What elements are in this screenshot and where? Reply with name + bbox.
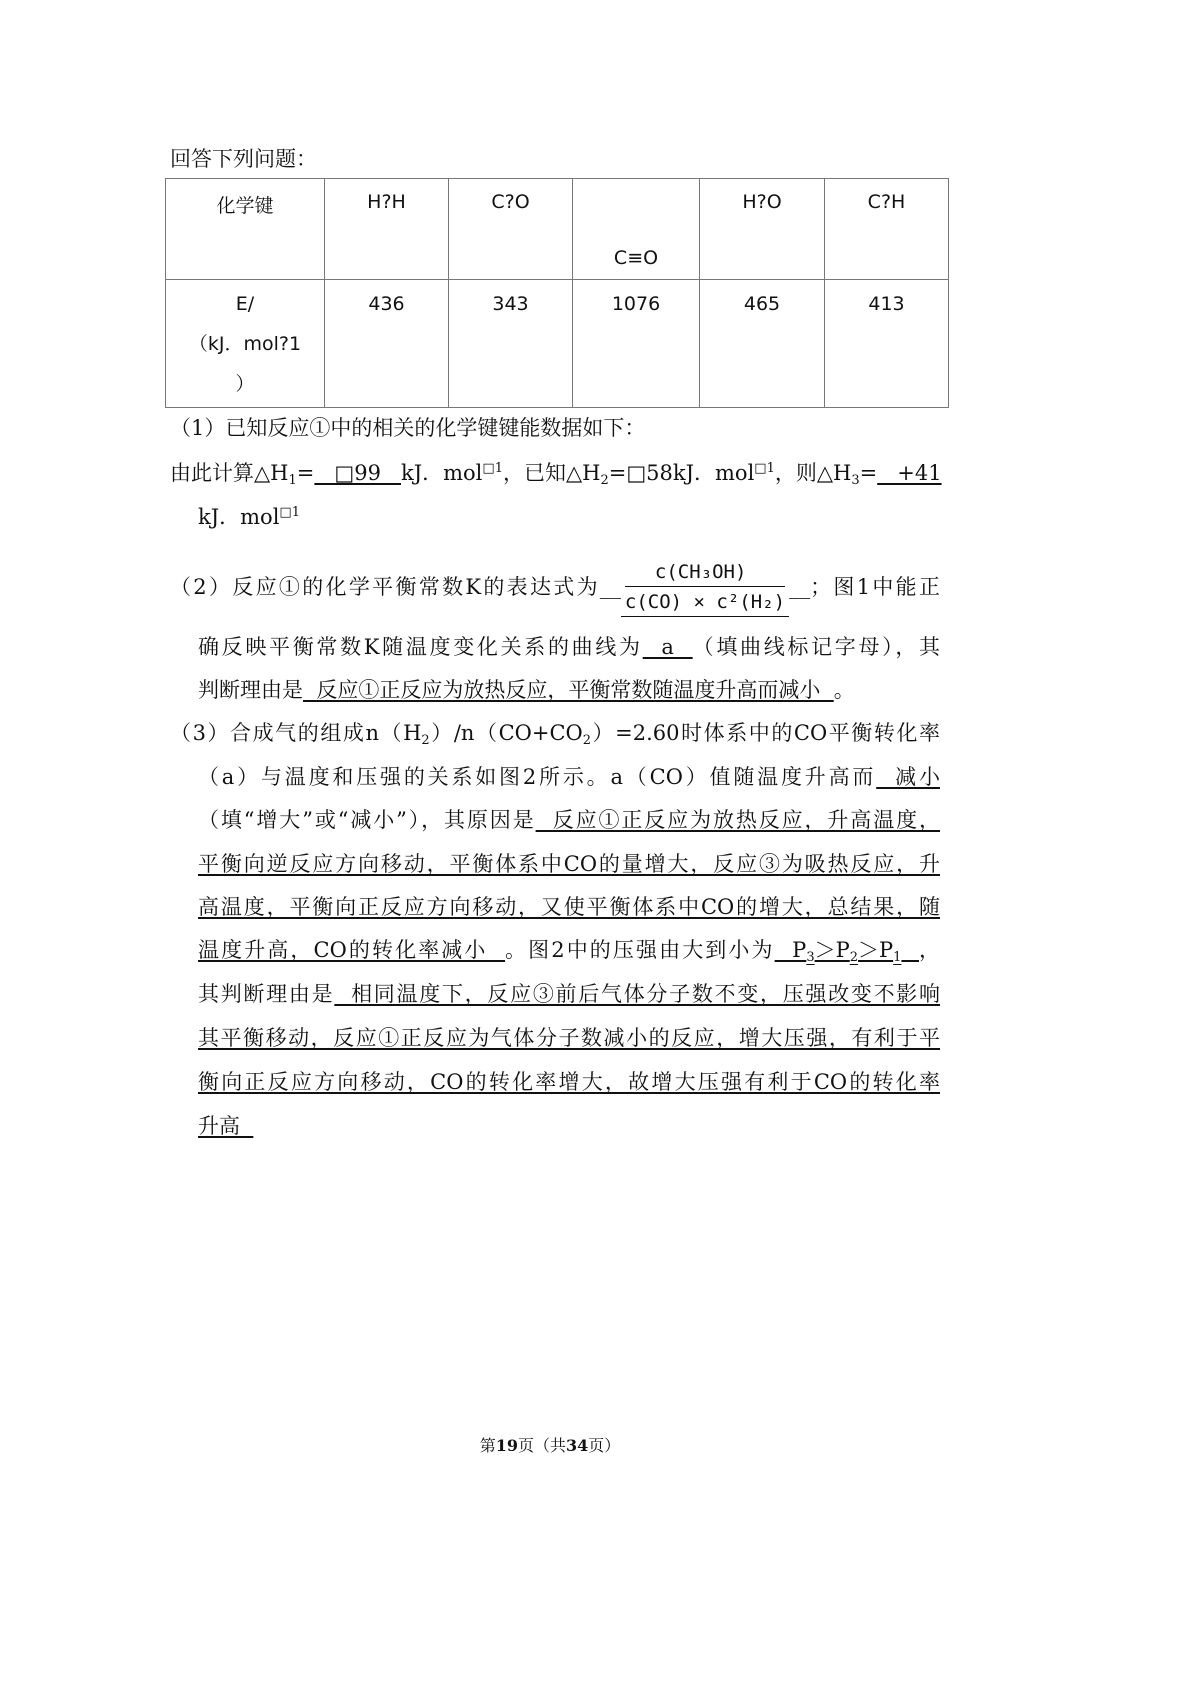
answer-blank: 反应①正反应为放热反应，平衡常数随温度升高而减小: [303, 678, 834, 702]
answer-blank: 1: [893, 950, 902, 965]
answer-blank: a: [642, 635, 693, 659]
text-segment: ；图1中能正: [810, 575, 940, 599]
header-cell: H?O: [700, 179, 825, 280]
text-line: [198, 762, 940, 792]
text-segment: □1: [279, 505, 300, 520]
answer-blank: 相同温度下，反应③前后气体分子数不变，压强改变不影响: [334, 982, 941, 1006]
answer-blank: 衡向正反应方向移动，CO的转化率增大，故增大压强有利于CO的转化率: [198, 1070, 940, 1094]
text-segment: （a）与温度和压强的关系如图2所示。a（CO）值随温度升高而: [198, 765, 877, 789]
header-cell: 化学键: [166, 179, 325, 280]
text-line: [198, 632, 940, 662]
page-footer: [0, 1433, 1100, 1456]
fraction-denominator: c(CO) × c²(H₂): [624, 591, 786, 613]
text-segment: 3: [851, 473, 860, 488]
fraction-numerator: c(CH₃OH): [625, 560, 785, 587]
text-segment: 其判断理由是: [198, 982, 335, 1006]
row-label-line: （kJ．mol?1: [188, 333, 302, 355]
answer-blank: 温度升高，CO的转化率减小: [198, 938, 506, 962]
footer-text: 页（共: [517, 1436, 566, 1455]
total-pages: 34: [566, 1436, 589, 1455]
footer-text: 第: [479, 1436, 496, 1455]
table-row: [166, 280, 949, 408]
text-line: [198, 805, 940, 835]
text-segment: 2: [600, 473, 609, 488]
text-line: [170, 718, 940, 748]
row-label-cell: [166, 280, 325, 408]
text-segment: □1: [754, 461, 775, 476]
value-cell: 436: [325, 280, 449, 408]
text-segment: 由此计算△H: [170, 461, 289, 485]
text-line: [170, 560, 940, 617]
text-segment: =□58kJ．mol: [608, 461, 755, 485]
text-line: [198, 849, 940, 879]
row-label-line: ）: [235, 373, 255, 395]
text-line: [198, 1023, 940, 1053]
bond-energy-table: [165, 178, 949, 408]
answer-blank: 其平衡移动，反应①正反应为气体分子数减小的反应，增大压强，有利于平: [198, 1026, 940, 1050]
answer-blank: 高温度，平衡向正反应方向移动，又使平衡体系中CO的增大，总结果，随: [198, 895, 940, 919]
text-segment: ，: [919, 938, 940, 962]
row-label-line: E/: [235, 293, 255, 315]
text-segment: （2）反应①的化学平衡常数K的表达式为: [170, 575, 600, 599]
header-cell: C≡O: [573, 179, 700, 280]
footer-text: 页）: [588, 1436, 621, 1455]
text-segment: =: [859, 461, 878, 485]
text-segment: 判断理由是: [198, 678, 303, 702]
answer-blank: ＞P: [858, 938, 894, 962]
value-cell: 413: [825, 280, 949, 408]
answer-blank: 平衡向逆反应方向移动，平衡体系中CO的量增大，反应③为吸热反应，升: [198, 852, 940, 876]
answer-blank: P: [774, 938, 807, 962]
answer-blank: 反应①正反应为放热反应，升高温度，: [535, 808, 940, 832]
text-segment: ，则△H: [774, 461, 852, 485]
text-segment: __: [599, 575, 621, 599]
text-segment: 确反映平衡常数K随温度变化关系的曲线为: [198, 635, 643, 659]
text-segment: 。: [833, 678, 855, 702]
value-cell: 1076: [573, 280, 700, 408]
text-segment: kJ．mol: [198, 505, 280, 529]
intro-text: 回答下列问题：: [170, 147, 317, 171]
answer-blank: 升高: [198, 1114, 254, 1138]
answer-blank: 减小: [876, 765, 940, 789]
k-expression-fraction: [621, 560, 789, 617]
text-segment: （3）合成气的组成n（H: [170, 721, 422, 745]
text-line: [198, 502, 300, 532]
text-segment: （填曲线标记字母），其: [692, 635, 940, 659]
text-segment: ，已知△H: [502, 461, 601, 485]
text-segment: （1）已知反应①中的相关的化学键键能数据如下：: [170, 416, 646, 440]
answer-blank: [901, 938, 919, 962]
header-cell: H?H: [325, 179, 449, 280]
text-segment: =: [296, 461, 315, 485]
text-segment: 。图2中的压强由大到小为: [505, 938, 775, 962]
text-segment: ）/n（CO+CO: [429, 721, 583, 745]
text-line: [198, 675, 855, 705]
text-line: [198, 1111, 253, 1141]
answer-blank: 3: [806, 950, 815, 965]
text-line: [170, 413, 645, 443]
text-segment: __: [789, 575, 811, 599]
page-number: 19: [495, 1436, 518, 1455]
text-segment: ）=2.60时体系中的CO平衡转化率: [591, 721, 941, 745]
header-cell: C?H: [825, 179, 949, 280]
answer-blank: ＞P: [814, 938, 850, 962]
table-header-row: [166, 179, 949, 280]
text-segment: □1: [482, 461, 503, 476]
text-line: [198, 1067, 940, 1097]
text-segment: 1: [288, 473, 297, 488]
text-line: [198, 979, 940, 1009]
text-segment: 2: [421, 733, 430, 748]
text-segment: （填“增大”或“减小”），其原因是: [198, 808, 536, 832]
text-segment: 2: [582, 733, 592, 748]
value-cell: 343: [449, 280, 573, 408]
answer-blank: 2: [849, 950, 859, 965]
header-cell: C?O: [449, 179, 573, 280]
text-line: [198, 935, 940, 965]
text-segment: kJ．mol: [400, 461, 483, 485]
text-line: [170, 458, 942, 488]
text-line: [198, 892, 940, 922]
value-cell: 465: [700, 280, 825, 408]
answer-blank: +41: [877, 461, 942, 485]
answer-blank: □99: [314, 461, 401, 485]
